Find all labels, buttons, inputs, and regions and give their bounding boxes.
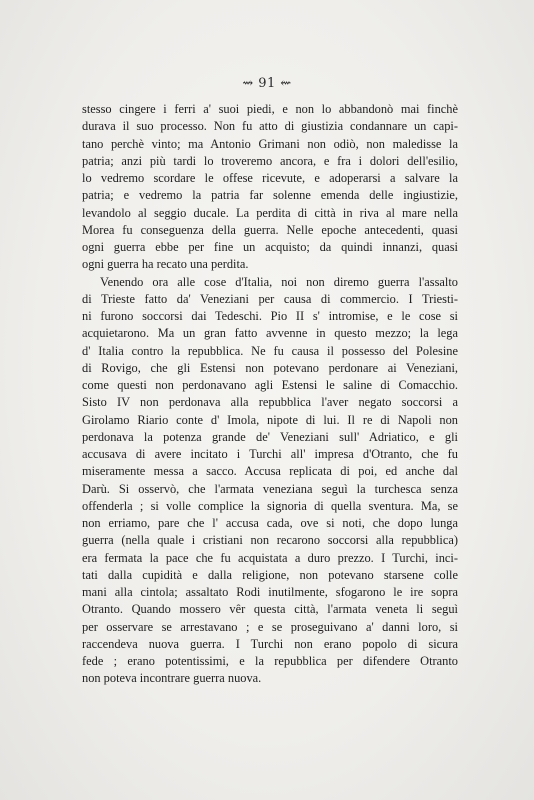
text-line: patria; anzi più tardi lo troveremo ancora, e fra i dolori dell'esilio, [82,153,458,168]
text-line: come questi non perdonavano agli Estensi le saline di Comacchio. [82,378,458,392]
text-line: fede ; erano potentissimi, e la repubblica per difendere Otranto [82,654,458,668]
text-line: patria; e vedremo la patria far solenne emenda delle ingiustizie, [82,188,458,203]
text-line: ogni guerra ha recato una perdita. [82,257,249,272]
text-line: tati dalla cupidità e dalla religione, non potevano starsene colle [82,567,458,582]
text-line: Sisto IV non perdonava alla repubblica l'aver negato soccorsi a [82,395,458,410]
text-line: era fermata la pace che fu acquistata a duro prezzo. I Turchi, inci- [82,550,458,565]
text-line: Morea fu conseguenza della guerra. Nelle epoche antecedenti, quasi [82,222,458,237]
text-line: durava il suo processo. Non fu atto di giustizia condannare un capi- [82,119,458,134]
text-line: per osservare se arrestavano ; e se proseguivano a' danni loro, si [82,619,458,634]
text-line: di Trieste fatto da' Veneziani per causa di commercio. I Triesti- [82,291,458,306]
text-line: guerra (nella quale i cristiani non recarono soccorsi alla repubblica) [82,533,458,548]
text-line: stesso cingere i ferri a' suoi piedi, e non lo abbandonò mai finchè [82,102,458,116]
text-line: tano perchè vinto; ma Antonio Grimani non odiò, non maledisse la [82,136,458,151]
text-line: accusava di avere incitato i Turchi all' impresa d'Otranto, che fu [82,447,458,461]
text-line: acquietarono. Ma un gran fatto avvenne in questo mezzo; la lega [82,326,458,341]
text-line: mani alla cintola; assaltato Rodi inutilmente, sfogarono le ire sopra [82,585,458,599]
text-line: d' Italia contro la repubblica. Ne fu causa il possesso del Polesine [82,343,458,358]
text-line: non erriamo, pare che l' accusa cada, ove si noti, che dopo lunga [82,516,458,530]
text-line: di Rovigo, che gli Estensi non potevano perdonare ai Veneziani, [82,360,458,375]
text-line: Darù. Si osservò, che l'armata veneziana seguì la turchesca senza [82,481,458,496]
text-line: Otranto. Quando mossero vêr questa città, l'armata veneta li seguì [82,602,458,617]
body-text [82,101,458,688]
text-line: lo vedremo scordare le offese ricevute, e adoperarsi a salvare la [82,171,458,185]
text-line: raccendeva nuova guerra. I Turchi non erano popolo di sicura [82,636,458,651]
text-line: ni furono soccorsi dai Tedeschi. Pio II s' intromise, e le cose si [82,309,458,323]
text-line: perdonava la potenza grande de' Veneziani sull' Adriatico, e gli [82,429,458,444]
text-line: Girolamo Riario conte d' Imola, nipote di lui. Il re di Napoli non [82,412,458,427]
text-line: non poteva incontrare guerra nuova. [82,671,262,686]
paragraph-start-line: Venendo ora alle cose d'Italia, noi non diremo guerra l'assalto [100,274,458,289]
text-line: levandolo al seggio ducale. La perdita di città in riva al mare nella [82,205,458,220]
text-line: miseramente messa a sacco. Accusa replicata di poi, ed anche dal [82,464,458,479]
text-line: ogni guerra ebbe per fine un acquisto; da quindi innanzi, quasi [82,240,458,254]
text-line: offenderla ; si volle complice la signoria di quella sventura. Ma, se [82,498,458,513]
page-number: ⇝ 91 ⇜ [242,76,292,91]
